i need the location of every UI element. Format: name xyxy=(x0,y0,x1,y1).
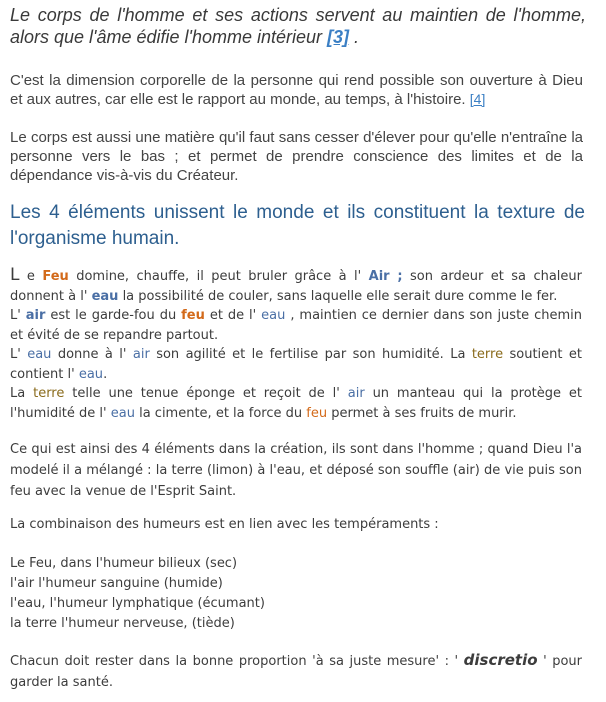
word-air: air xyxy=(132,347,150,362)
word-terre: terre xyxy=(33,386,65,401)
element-line-3: L' eau donne à l' air son agilité et le fertilise par son humidité. La terre soutient et contient l' eau. xyxy=(10,347,582,382)
dropcap-letter: L xyxy=(10,265,20,285)
word-feu: feu xyxy=(306,405,328,421)
creation-paragraph: Ce qui est ainsi des 4 éléments dans la création, ils sont dans l'homme ; quand Dieu l'a modelé il a mélangé : la terre (limon) à l'eau, et déposé son souffle (air) de vie puis son feu avec la venue de l'Esprit Saint. xyxy=(10,442,582,499)
word-air: air xyxy=(25,308,46,323)
word-terre: terre xyxy=(471,347,504,362)
word-air: Air ; xyxy=(368,269,403,284)
discretio-word: discretio xyxy=(463,651,538,669)
word-eau: eau xyxy=(91,288,119,304)
word-feu: feu xyxy=(181,308,205,323)
closing-paragraph: Chacun doit rester dans la bonne proportion 'à sa juste mesure' : ' discretio ' pour garder la santé. xyxy=(10,651,582,690)
word-eau: eau xyxy=(78,366,104,382)
element-line-4: La terre telle une tenue éponge et reçoit de l' air un manteau qui la protège et l'humidité de l' eau la cimente, et la force du feu permet à ses fruits de murir. xyxy=(10,386,582,421)
body-paragraph-1 xyxy=(10,71,583,109)
element-line-1: L e Feu domine, chauffe, il peut bruler grâce à l' Air ; son ardeur et sa chaleur donnent à l' eau la possibilité de couler, sans laquelle elle serait dure comme le fer. xyxy=(10,265,582,304)
paragraph-1-text: C'est la dimension corporelle de la personne qui rend possible son ouverture à Dieu et aux autres, car elle est le rapport au monde, au temps, à l'histoire. xyxy=(10,72,583,108)
section-heading: Les 4 éléments unissent le monde et ils constituent la texture de l'organisme humain. xyxy=(10,202,585,249)
word-eau: eau xyxy=(27,347,52,362)
humeur-item: la terre l'humeur nerveuse, (tiède) xyxy=(10,616,235,631)
quote-end: . xyxy=(349,27,360,47)
humeurs-intro: La combinaison des humeurs est en lien avec les tempéraments : xyxy=(10,517,439,532)
body-paragraph-2 xyxy=(10,128,583,185)
footnote-link-4[interactable]: [4] xyxy=(469,91,486,107)
element-line-2: L' air est le garde-fou du feu et de l' eau , maintien ce dernier dans son juste chemin et évité de se repandre partout. xyxy=(10,308,583,343)
footnote-link-3[interactable]: [3] xyxy=(327,27,350,47)
humeur-item: Le Feu, dans l'humeur bilieux (sec) xyxy=(10,556,238,571)
word-eau: eau xyxy=(261,308,286,323)
quote-paragraph xyxy=(10,4,586,48)
word-air: air xyxy=(347,386,365,401)
elements-section xyxy=(10,266,582,423)
word-feu: Feu xyxy=(42,269,69,284)
humeur-item: l'eau, l'humeur lymphatique (écumant) xyxy=(10,596,265,611)
humeur-item: l'air l'humeur sanguine (humide) xyxy=(10,576,223,591)
paragraph-2-text: Le corps est aussi une matière qu'il faut sans cesser d'élever pour qu'elle n'entraîne la personne vers le bas ; et permet de prendre conscience des limites et de la dépendance vis-à-vis du Créateur. xyxy=(10,129,583,184)
quote-text: Le corps de l'homme et ses actions servent au maintien de l'homme, alors que l'âme édifie l'homme intérieur xyxy=(10,5,586,47)
word-eau: eau xyxy=(110,405,135,421)
humeurs-list xyxy=(10,554,582,634)
